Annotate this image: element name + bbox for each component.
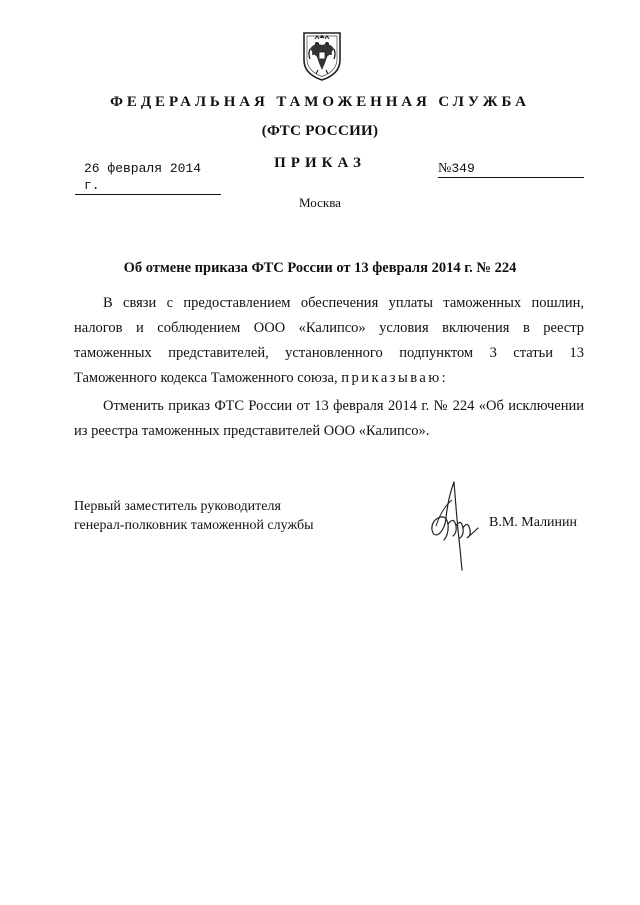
signer-name: В.М. Малинин [489, 515, 578, 530]
signer-position [74, 497, 313, 535]
coat-of-arms-emblem-icon [301, 30, 343, 82]
order-type-title: ПРИКАЗ [274, 155, 366, 171]
document-title: Об отмене приказа ФТС России от 13 февраля 2014 г. № 224 [123, 260, 517, 276]
order-date: 26 февраля 2014 г. [75, 160, 221, 195]
paragraph-1 [74, 291, 584, 391]
number-sign: № [438, 161, 452, 176]
order-number [438, 160, 584, 178]
agency-name: ФЕДЕРАЛЬНАЯ ТАМОЖЕННАЯ СЛУЖБА [110, 94, 530, 110]
signer-position-line-1: Первый заместитель руководителя [74, 499, 281, 514]
city: Москва [299, 195, 341, 210]
handwritten-signature-icon [418, 478, 490, 574]
paragraph-2: Отменить приказ ФТС России от 13 февраля 2014 г. № 224 «Об исключении из реестра таможенных представителей ООО «Калипсо». [74, 398, 584, 439]
paragraph-1-text: В связи с предоставлением обеспечения уплаты таможенных пошлин, налогов и соблюдением ООО «Калипсо» условия включения в реестр таможенных представителей, установленного подпунктом 3 статьи 13 Таможенного кодекса Таможенного союза, [74, 295, 584, 386]
agency-short-name: (ФТС РОССИИ) [261, 123, 379, 139]
paragraph-1-command: приказываю: [341, 370, 449, 386]
number-value: 349 [451, 161, 475, 176]
signer-position-line-2: генерал-полковник таможенной службы [74, 518, 314, 533]
